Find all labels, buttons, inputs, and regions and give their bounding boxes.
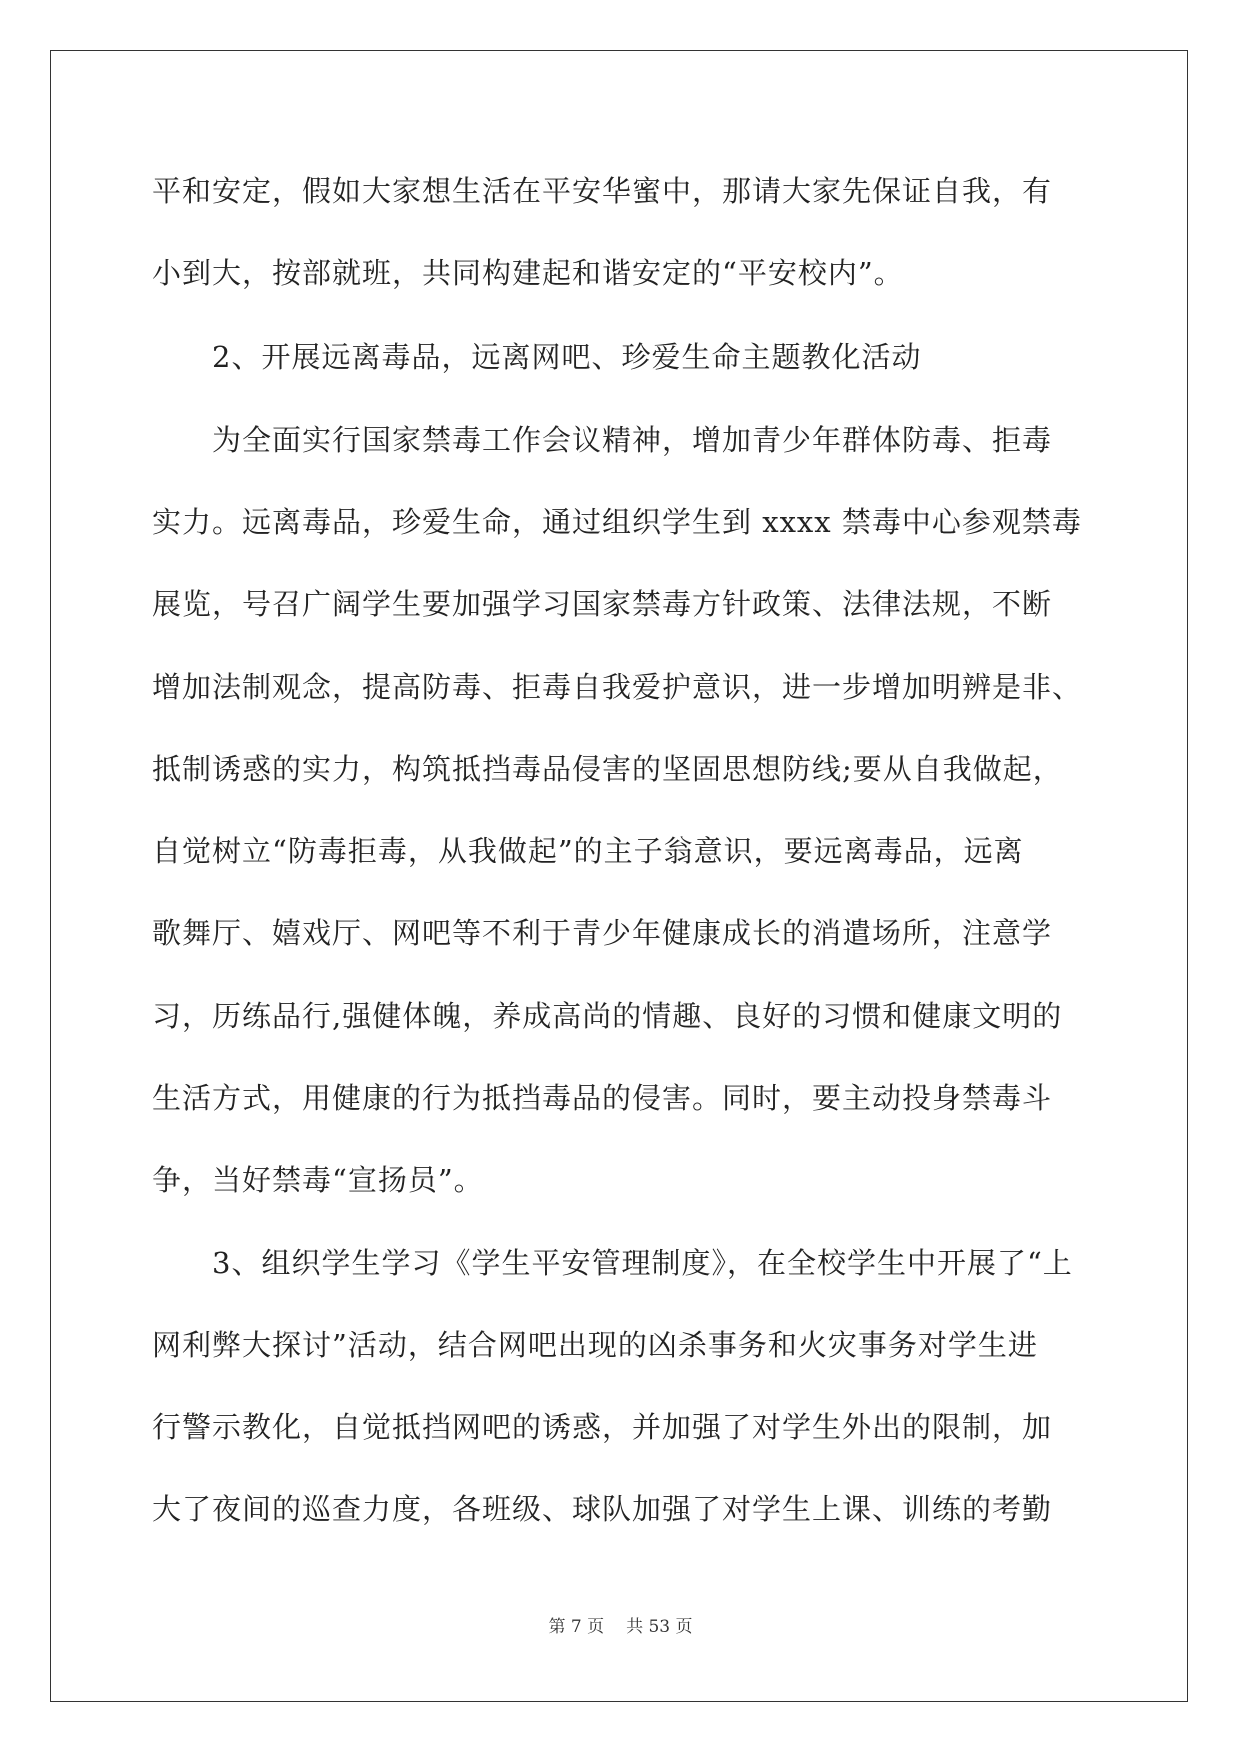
section-heading: 3、组织学生学习《学生平安管理制度》，在全校学生中开展了“上 — [152, 1246, 1073, 1280]
text-line: 抵制诱惑的实力，构筑抵挡毒品侵害的坚固思想防线;要从自我做起， — [152, 752, 1063, 786]
text-line: 自觉树立“防毒拒毒，从我做起”的主子翁意识，要远离毒品，远离 — [152, 834, 1024, 868]
current-page-number: 第 7 页 — [548, 1617, 605, 1637]
text-line: 实力。远离毒品，珍爱生命，通过组织学生到 xxxx 禁毒中心参观禁毒 — [152, 505, 1082, 539]
text-line: 习，历练品行,强健体魄，养成高尚的情趣、良好的习惯和健康文明的 — [152, 999, 1063, 1033]
text-line: 小到大，按部就班，共同构建起和谐安定的“平安校内”。 — [152, 256, 904, 290]
page-footer — [0, 1616, 1241, 1638]
total-pages: 共 53 页 — [626, 1617, 693, 1637]
text-line: 平和安定，假如大家想生活在平安华蜜中，那请大家先保证自我，有 — [152, 174, 1053, 208]
text-line: 网利弊大探讨”活动，结合网吧出现的凶杀事务和火灾事务对学生进 — [152, 1328, 1038, 1362]
text-line: 争，当好禁毒“宣扬员”。 — [152, 1163, 484, 1197]
text-line: 行警示教化，自觉抵挡网吧的诱惑，并加强了对学生外出的限制，加 — [152, 1410, 1053, 1444]
section-heading: 2、开展远离毒品，远离网吧、珍爱生命主题教化活动 — [152, 340, 922, 374]
text-line: 大了夜间的巡查力度，各班级、球队加强了对学生上课、训练的考勤 — [152, 1492, 1053, 1526]
text-line: 为全面实行国家禁毒工作会议精神，增加青少年群体防毒、拒毒 — [152, 423, 1053, 457]
text-line: 歌舞厅、嬉戏厅、网吧等不利于青少年健康成长的消遣场所，注意学 — [152, 916, 1053, 950]
text-line: 展览，号召广阔学生要加强学习国家禁毒方针政策、法律法规，不断 — [152, 587, 1053, 621]
text-line: 生活方式，用健康的行为抵挡毒品的侵害。同时，要主动投身禁毒斗 — [152, 1081, 1053, 1115]
page-border — [50, 50, 1188, 1702]
text-line: 增加法制观念，提高防毒、拒毒自我爱护意识，进一步增加明辨是非、 — [152, 670, 1083, 704]
